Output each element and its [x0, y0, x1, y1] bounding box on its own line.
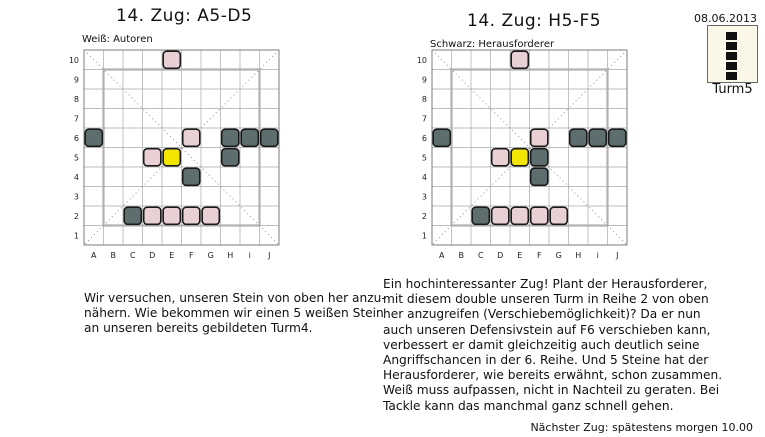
commentary-right-line: mit diesem double unseren Turm in Reihe 2 von oben — [383, 292, 709, 307]
row-label: 5 — [73, 153, 79, 163]
column-label: A — [439, 251, 445, 260]
stone-dark — [570, 129, 587, 146]
commentary-left — [84, 291, 386, 337]
stone-white — [531, 207, 548, 224]
row-label: 3 — [73, 192, 79, 202]
commentary-left-line: an unseren bereits gebildeten Turm4. — [84, 321, 313, 336]
row-label: 6 — [421, 133, 427, 143]
tower-name: Turm5 — [712, 82, 753, 97]
side-label-left: Weiß: Autoren — [82, 34, 153, 45]
column-label: i — [248, 251, 251, 260]
stone-white — [202, 207, 219, 224]
column-label: J — [616, 251, 619, 260]
row-label: 4 — [73, 172, 79, 182]
row-label: 8 — [421, 94, 427, 104]
stone-dark — [531, 168, 548, 185]
stone-dark — [183, 168, 200, 185]
next-move-note: Nächster Zug: spätestens morgen 10.00 — [530, 421, 753, 434]
row-label: 9 — [421, 75, 427, 85]
move-title-left: 14. Zug: A5-D5 — [116, 6, 253, 26]
row-label: 2 — [421, 211, 427, 221]
move-title-right: 14. Zug: H5-F5 — [467, 11, 602, 31]
tower-stone — [726, 42, 737, 50]
stone-dark — [433, 129, 450, 146]
stone-white — [492, 149, 509, 166]
commentary-left-line: nähern. Wie bekommen wir einen 5 weißen Stein — [84, 306, 384, 321]
column-label: G — [207, 251, 214, 260]
column-label: B — [458, 251, 464, 260]
column-label: A — [91, 251, 97, 260]
column-label: B — [110, 251, 116, 260]
row-label: 7 — [73, 114, 79, 124]
row-label: 4 — [421, 172, 427, 182]
stone-white — [183, 129, 200, 146]
commentary-right-line: Ein hochinteressanter Zug! Plant der Herausforderer, — [383, 277, 708, 291]
commentary-right — [383, 277, 751, 414]
stone-white — [511, 207, 528, 224]
commentary-right-line: Herausforderer, wie bereits erwähnt, schon zusammen. — [383, 368, 723, 383]
stone-dark — [222, 149, 239, 166]
tower-stone — [726, 62, 737, 70]
tower-stone — [726, 32, 737, 40]
stone-dark — [124, 207, 141, 224]
stone-white — [550, 207, 567, 224]
row-label: 7 — [421, 114, 427, 124]
stone-dark — [241, 129, 258, 146]
row-label: 10 — [416, 55, 427, 65]
commentary-right-line: Angriffschancen in der 6. Reihe. Und 5 Steine hat der — [383, 353, 709, 368]
row-label: 1 — [421, 231, 427, 241]
column-label: E — [169, 251, 175, 260]
column-label: C — [477, 251, 484, 260]
board-left — [64, 46, 296, 268]
column-label: E — [517, 251, 523, 260]
tower-stone — [726, 72, 737, 80]
commentary-left-line: Wir versuchen, unseren Stein von oben her anzu- — [84, 291, 386, 305]
commentary-right-line: her anzugreifen (Verschiebemöglichkeit)? Da er nun — [383, 307, 701, 322]
column-label: F — [536, 251, 542, 260]
date-label: 08.06.2013 — [694, 12, 757, 25]
tower-stone — [726, 52, 737, 60]
stone-white — [492, 207, 509, 224]
column-label: C — [129, 251, 136, 260]
row-label: 2 — [73, 211, 79, 221]
stone-dark — [261, 129, 278, 146]
column-label: G — [555, 251, 562, 260]
stone-white — [183, 207, 200, 224]
row-label: 10 — [68, 55, 79, 65]
row-label: 6 — [73, 133, 79, 143]
stone-white — [144, 207, 161, 224]
column-label: i — [596, 251, 599, 260]
stone-white — [144, 149, 161, 166]
board-right — [412, 46, 644, 268]
stone-white — [511, 51, 528, 68]
stone-white — [163, 51, 180, 68]
column-label: D — [497, 251, 504, 260]
stone-white — [163, 207, 180, 224]
row-label: 8 — [73, 94, 79, 104]
stone-dark — [531, 149, 548, 166]
stone-dark — [222, 129, 239, 146]
column-label: J — [268, 251, 271, 260]
commentary-right-line: auch unseren Defensivstein auf F6 verschieben kann, — [383, 322, 711, 337]
stone-dark — [472, 207, 489, 224]
column-label: H — [227, 251, 234, 260]
column-label: F — [188, 251, 194, 260]
column-label: D — [149, 251, 156, 260]
stone-dark — [589, 129, 606, 146]
stone-dark — [85, 129, 102, 146]
stone-dark — [609, 129, 626, 146]
stone-yellow — [163, 149, 180, 166]
row-label: 1 — [73, 231, 79, 241]
stone-yellow — [511, 149, 528, 166]
row-label: 3 — [421, 192, 427, 202]
commentary-right-line: verbessert er damit gleichzeitig auch deutlich seine — [383, 337, 700, 352]
stone-white — [531, 129, 548, 146]
commentary-right-line: Tackle kann das manchmal ganz schnell gehen. — [383, 398, 674, 413]
commentary-right-line: Weiß muss aufpassen, nicht in Nachteil zu geraten. Bei — [383, 383, 720, 398]
row-label: 9 — [73, 75, 79, 85]
tower-stack-icon — [707, 25, 758, 83]
side-label-right: Schwarz: Herausforderer — [430, 39, 555, 50]
column-label: H — [575, 251, 582, 260]
row-label: 5 — [421, 153, 427, 163]
